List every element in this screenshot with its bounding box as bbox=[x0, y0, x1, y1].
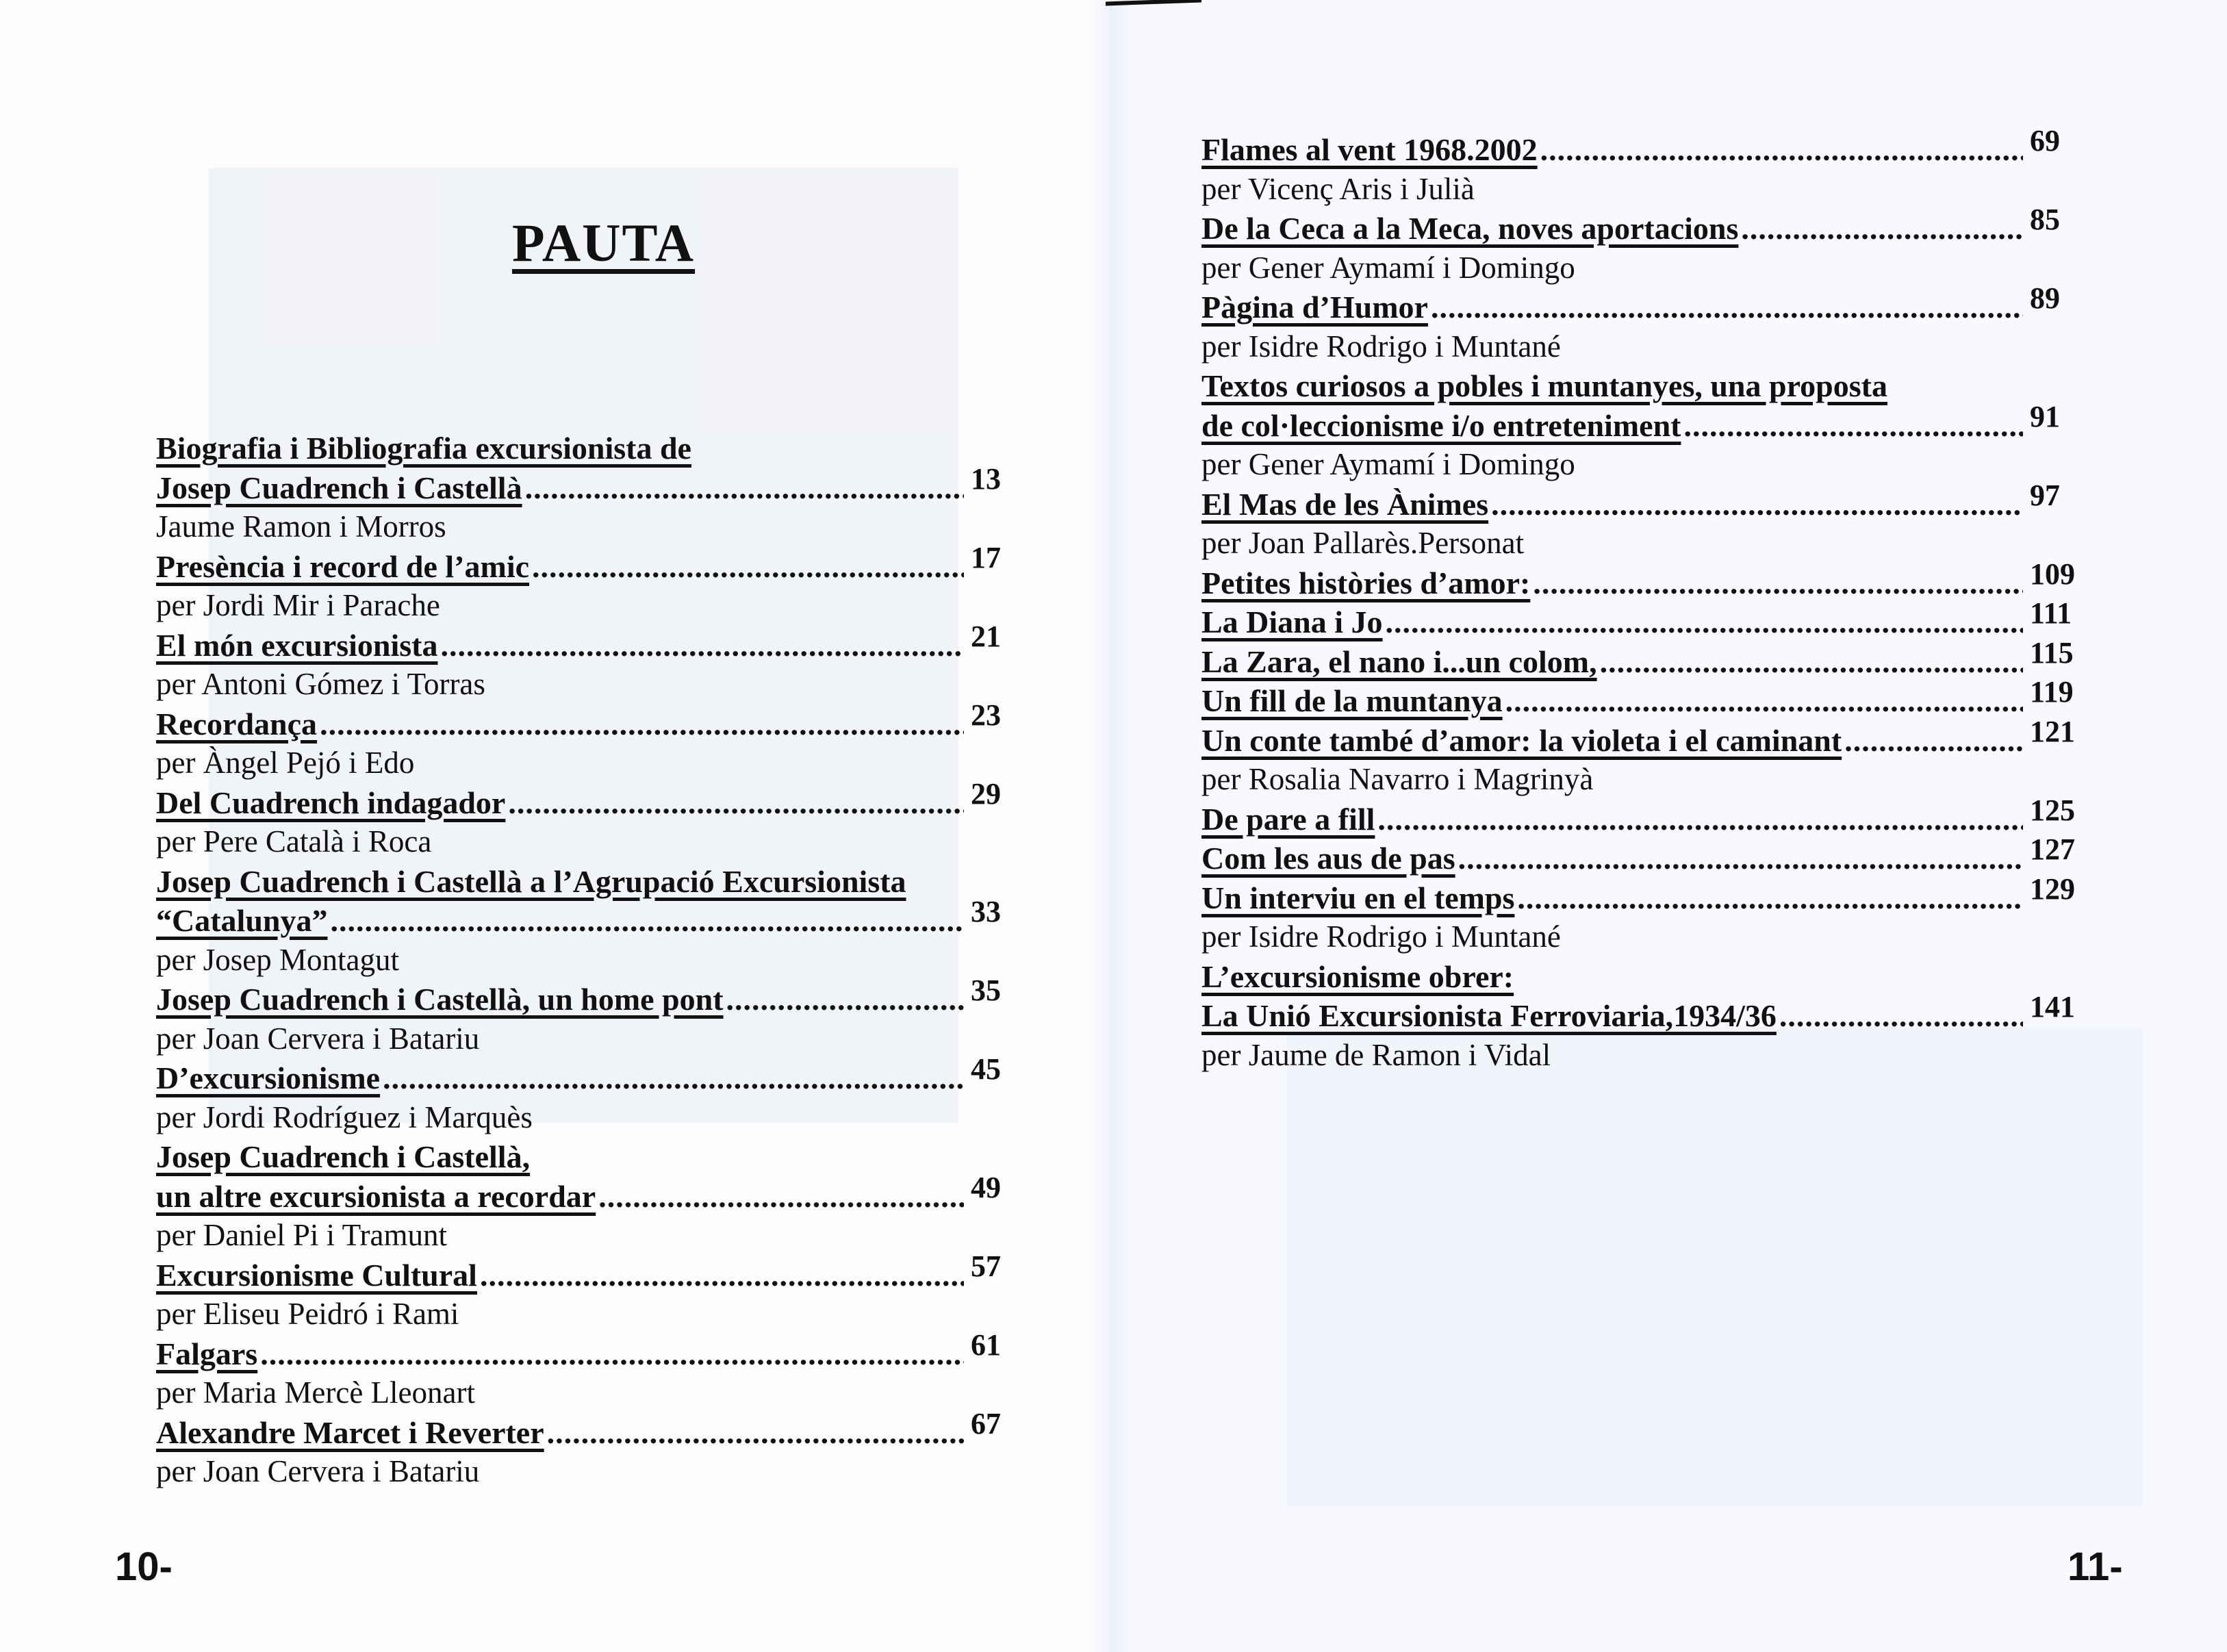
toc-entry bbox=[1201, 793, 2085, 839]
entry-page-number: 17 bbox=[971, 540, 1001, 574]
entry-author: per Jordi Rodríguez i Marquès bbox=[156, 1100, 533, 1134]
dot-leader bbox=[1431, 288, 2023, 327]
entry-title: Petites històries d’amor: bbox=[1201, 565, 1531, 600]
toc-entry bbox=[156, 429, 1026, 468]
page-title: PAUTA bbox=[512, 213, 696, 272]
table-of-contents-right bbox=[1201, 124, 2085, 1075]
entry-page-number: 129 bbox=[2030, 872, 2075, 906]
entry-author: per Antoni Gómez i Torras bbox=[156, 667, 485, 701]
entry-title: Excursionisme Cultural bbox=[156, 1257, 477, 1293]
toc-entry bbox=[1201, 281, 2085, 327]
dot-leader bbox=[330, 901, 964, 941]
entry-author: per Joan Cervera i Batariu bbox=[156, 1021, 480, 1056]
entry-title: Textos curiosos a pobles i muntanyes, una proposta bbox=[1201, 368, 1887, 403]
dot-leader bbox=[440, 626, 964, 665]
entry-title: D’excursionisme bbox=[156, 1060, 381, 1095]
toc-entry bbox=[1201, 635, 2085, 682]
entry-author: per Daniel Pi i Tramunt bbox=[156, 1218, 447, 1252]
entry-page-number: 35 bbox=[971, 974, 1001, 1007]
dot-leader bbox=[480, 1256, 964, 1295]
entry-author: per Joan Cervera i Batariu bbox=[156, 1454, 480, 1488]
entry-title: La Unió Excursionista Ferroviaria,1934/36 bbox=[1201, 998, 1777, 1033]
toc-entry bbox=[1201, 596, 2085, 642]
dot-leader bbox=[260, 1334, 964, 1374]
toc-entry bbox=[1201, 557, 2085, 603]
entry-page-number: 125 bbox=[2030, 793, 2075, 827]
toc-entry bbox=[156, 1052, 1026, 1098]
dot-leader bbox=[1491, 485, 2023, 524]
entry-title: Un conte també d’amor: la violeta i el caminant bbox=[1201, 722, 1842, 758]
entry-title: Josep Cuadrench i Castellà, un home pont bbox=[156, 982, 724, 1017]
entry-title: Biografia i Bibliografia excursionista de bbox=[156, 431, 691, 466]
toc-entry bbox=[1201, 399, 2085, 446]
entry-page-number: 119 bbox=[2030, 675, 2074, 709]
toc-entry bbox=[1201, 366, 2085, 406]
entry-page-number: 13 bbox=[971, 461, 1001, 496]
toc-entry bbox=[156, 974, 1026, 1019]
entry-page-number: 89 bbox=[2030, 281, 2060, 315]
entry-title: un altre excursionista a recordar bbox=[156, 1178, 596, 1214]
dot-leader bbox=[1600, 642, 2023, 682]
entry-page-number: 49 bbox=[971, 1170, 1001, 1204]
entry-title: Un interviu en el temps bbox=[1201, 880, 1515, 915]
entry-title: Recordança bbox=[156, 706, 318, 741]
page-number-right: 11- bbox=[2067, 1545, 2123, 1589]
dot-leader bbox=[320, 704, 964, 744]
entry-title: Josep Cuadrench i Castellà, bbox=[156, 1139, 531, 1174]
entry-author: per Maria Mercè Lleonart bbox=[156, 1375, 475, 1410]
entry-title: Falgars bbox=[156, 1336, 258, 1371]
entry-author: per Isidre Rodrigo i Muntané bbox=[1201, 329, 1561, 364]
toc-entry bbox=[156, 1406, 1026, 1453]
toc-entry bbox=[1201, 990, 2085, 1036]
entry-author: per Eliseu Peidró i Rami bbox=[156, 1297, 459, 1331]
entry-title: Com les aus de pas bbox=[1201, 841, 1455, 876]
toc-entry bbox=[1201, 957, 2085, 997]
entry-page-number: 111 bbox=[2030, 596, 2072, 630]
entry-author: per Gener Aymamí i Domingo bbox=[1201, 447, 1575, 481]
entry-author: per Josep Montagut bbox=[156, 942, 399, 977]
entry-title: De la Ceca a la Meca, noves aportacions bbox=[1201, 211, 1739, 246]
dot-leader bbox=[1683, 406, 2023, 446]
entry-title: De pare a fill bbox=[1201, 801, 1375, 837]
entry-author: per Jordi Mir i Parache bbox=[156, 588, 440, 622]
dot-leader bbox=[1540, 130, 2023, 170]
dot-leader bbox=[726, 980, 964, 1019]
entry-page-number: 67 bbox=[971, 1406, 1001, 1440]
book-spine bbox=[1089, 0, 1130, 1652]
toc-entry bbox=[1201, 872, 2085, 918]
entry-author: per Vicenç Aris i Julià bbox=[1201, 171, 1475, 206]
dot-leader bbox=[383, 1058, 964, 1098]
toc-entry bbox=[156, 1170, 1026, 1217]
dot-leader bbox=[1386, 602, 2023, 642]
entry-page-number: 33 bbox=[971, 895, 1001, 928]
entry-title: El món excursionista bbox=[156, 627, 438, 663]
dot-leader bbox=[1533, 563, 2023, 603]
toc-entry bbox=[1201, 203, 2085, 249]
toc-entry bbox=[1201, 675, 2085, 721]
toc-entry bbox=[1201, 833, 2085, 878]
toc-entry bbox=[156, 1327, 1026, 1374]
toc-entry bbox=[156, 698, 1026, 744]
entry-page-number: 29 bbox=[971, 776, 1001, 811]
dot-leader bbox=[1779, 996, 2023, 1036]
show-through-text bbox=[1287, 1027, 2143, 1506]
entry-author: per Àngel Pejó i Edo bbox=[156, 746, 415, 780]
entry-page-number: 141 bbox=[2030, 990, 2075, 1024]
entry-page-number: 121 bbox=[2030, 714, 2075, 748]
entry-title: Alexandre Marcet i Reverter bbox=[156, 1414, 544, 1450]
dot-leader bbox=[508, 783, 964, 823]
entry-title: Un fill de la muntanya bbox=[1201, 683, 1503, 718]
dot-leader bbox=[532, 547, 964, 587]
dot-leader bbox=[1517, 878, 2023, 918]
entry-title: “Catalunya” bbox=[156, 903, 328, 938]
entry-title: La Zara, el nano i...un colom, bbox=[1201, 644, 1597, 679]
entry-title: Del Cuadrench indagador bbox=[156, 785, 506, 820]
entry-author: Jaume Ramon i Morros bbox=[156, 509, 446, 544]
entry-page-number: 21 bbox=[971, 619, 1001, 653]
entry-page-number: 57 bbox=[971, 1249, 1001, 1283]
dot-leader bbox=[547, 1413, 964, 1453]
entry-author: per Isidre Rodrigo i Muntané bbox=[1201, 919, 1561, 954]
entry-title: Pàgina d’Humor bbox=[1201, 290, 1428, 325]
entry-title: de col·leccionisme i/o entreteniment bbox=[1201, 407, 1681, 443]
table-of-contents-left bbox=[156, 429, 1026, 1492]
entry-author: per Joan Pallarès.Personat bbox=[1201, 526, 1525, 560]
entry-page-number: 109 bbox=[2030, 557, 2075, 591]
entry-author: per Jaume de Ramon i Vidal bbox=[1201, 1037, 1551, 1072]
dot-leader bbox=[1844, 721, 2023, 761]
toc-entry bbox=[156, 862, 1026, 902]
entry-page-number: 23 bbox=[971, 698, 1001, 732]
toc-entry bbox=[156, 461, 1026, 508]
entry-page-number: 97 bbox=[2030, 478, 2060, 512]
page-number-left: 10- bbox=[115, 1545, 173, 1589]
toc-entry bbox=[156, 619, 1026, 665]
entry-page-number: 69 bbox=[2030, 124, 2060, 157]
toc-entry bbox=[156, 540, 1026, 587]
toc-entry bbox=[1201, 714, 2085, 761]
dot-leader bbox=[598, 1177, 964, 1217]
dot-leader bbox=[1377, 800, 2023, 839]
entry-page-number: 91 bbox=[2030, 399, 2060, 433]
entry-author: per Pere Català i Roca bbox=[156, 824, 432, 859]
toc-entry bbox=[156, 776, 1026, 823]
toc-entry bbox=[1201, 478, 2085, 524]
entry-title: Flames al vent 1968.2002 bbox=[1201, 132, 1538, 167]
dot-leader bbox=[525, 468, 964, 508]
entry-title: El Mas de les Ànimes bbox=[1201, 486, 1489, 522]
toc-entry bbox=[156, 1137, 1026, 1177]
dot-leader bbox=[1505, 681, 2023, 721]
entry-title: Josep Cuadrench i Castellà bbox=[156, 470, 522, 505]
entry-title: Josep Cuadrench i Castellà a l’Agrupació Excursionista bbox=[156, 863, 906, 899]
toc-entry bbox=[156, 895, 1026, 941]
entry-title: La Diana i Jo bbox=[1201, 605, 1383, 639]
dot-leader bbox=[1741, 209, 2023, 249]
entry-page-number: 61 bbox=[971, 1327, 1001, 1362]
entry-page-number: 127 bbox=[2030, 833, 2075, 866]
entry-page-number: 115 bbox=[2030, 635, 2074, 670]
entry-author: per Rosalia Navarro i Magrinyà bbox=[1201, 762, 1594, 796]
entry-page-number: 45 bbox=[971, 1052, 1001, 1086]
entry-author: per Gener Aymamí i Domingo bbox=[1201, 250, 1575, 285]
toc-entry bbox=[156, 1249, 1026, 1295]
entry-page-number: 85 bbox=[2030, 203, 2060, 236]
entry-title: Presència i record de l’amic bbox=[156, 548, 530, 584]
dot-leader bbox=[1458, 839, 2023, 878]
entry-title: L’excursionisme obrer: bbox=[1201, 958, 1514, 994]
toc-entry bbox=[1201, 124, 2085, 170]
